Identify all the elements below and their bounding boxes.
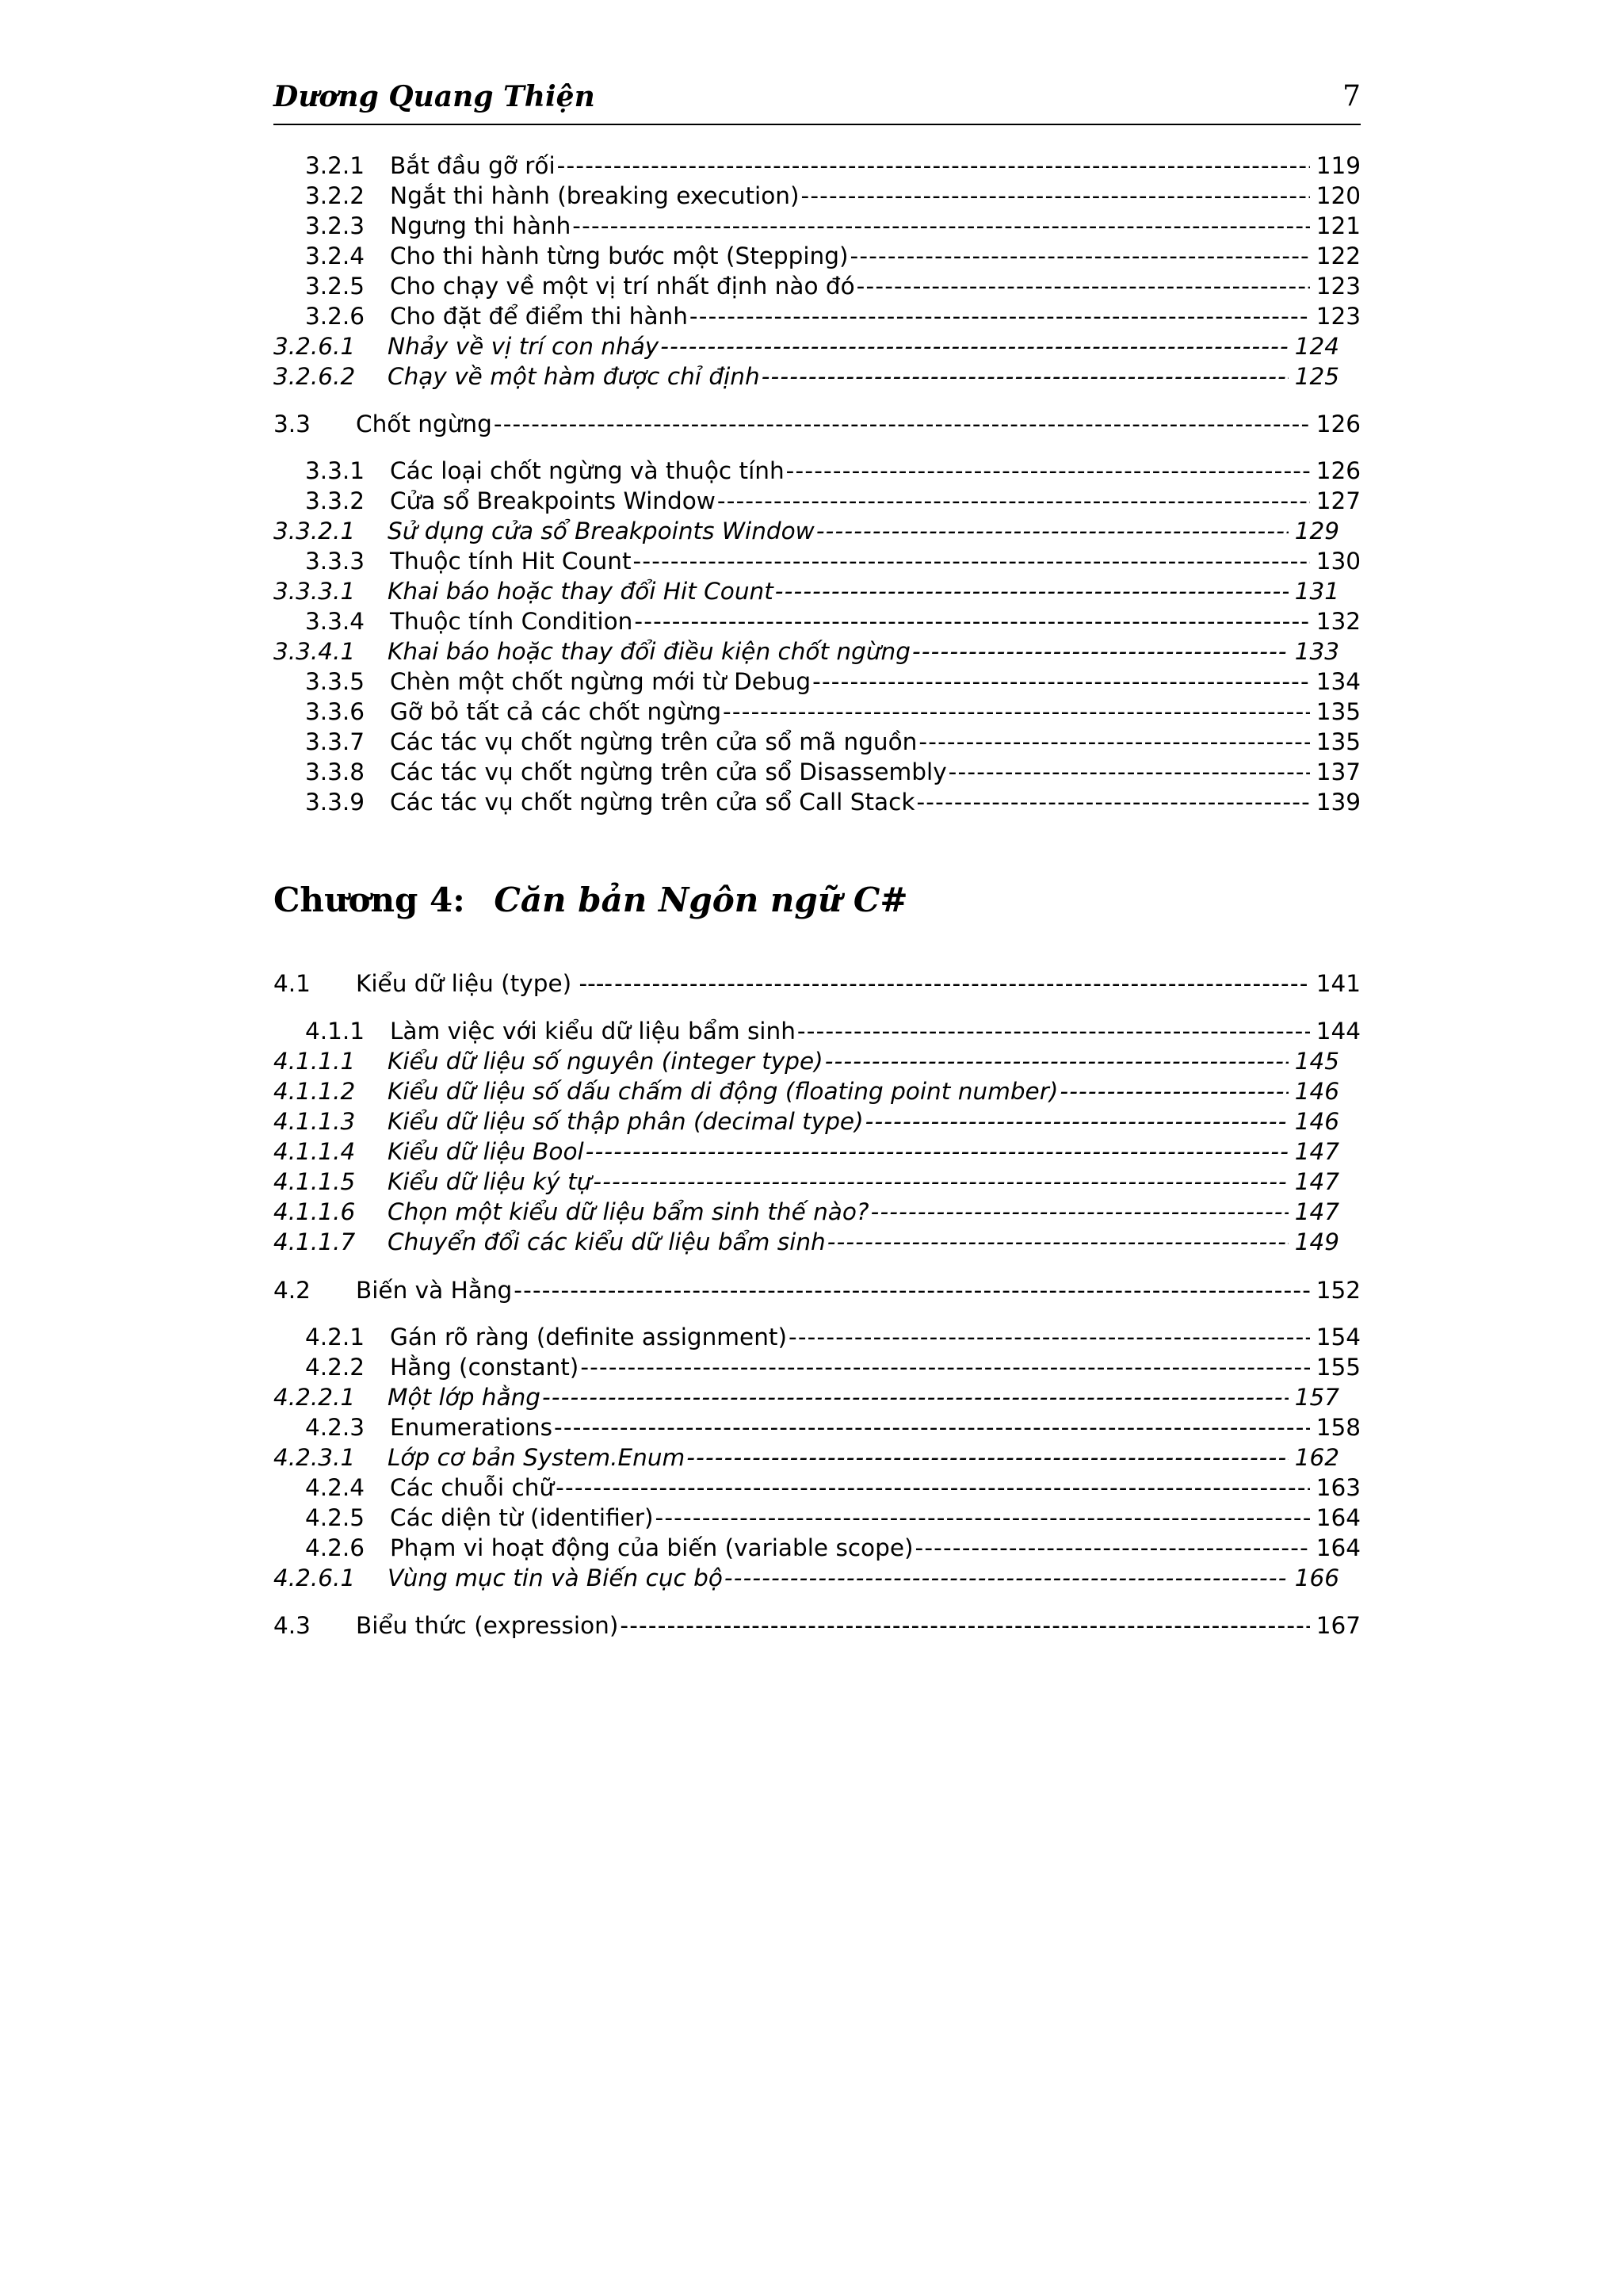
toc-entry-number: 4.2.3 — [305, 1414, 365, 1441]
toc-entry-page: 126 — [1316, 457, 1361, 484]
dot-leader — [775, 576, 1289, 606]
toc-entry-number: 4.1.1.3 — [273, 1108, 356, 1135]
toc-entry-number: 4.2.5 — [305, 1504, 365, 1531]
dot-leader — [800, 181, 1309, 211]
toc-entry-number: 3.2.2 — [305, 182, 365, 209]
toc-entry-title: Biến và Hằng — [356, 1277, 513, 1304]
toc-entry-title: Chạy về một hàm được chỉ định — [388, 363, 760, 390]
toc-entry-number: 3.3.7 — [305, 728, 365, 755]
toc-entry-number: 4.2.2.1 — [273, 1384, 356, 1411]
toc-entry-title: Chuyển đổi các kiểu dữ liệu bẩm sinh — [388, 1228, 826, 1255]
toc-entry — [305, 271, 1361, 301]
toc-entry-page: 123 — [1316, 303, 1361, 330]
toc-entry — [273, 516, 1339, 546]
toc-entry-page: 166 — [1294, 1564, 1339, 1591]
toc-entry-page: 124 — [1294, 333, 1339, 360]
toc-entry-number: 3.3.4 — [305, 608, 365, 635]
toc-entry — [273, 1382, 1339, 1412]
toc-entry — [273, 1227, 1339, 1257]
toc-entry-number: 3.3.5 — [305, 668, 365, 695]
toc-entry — [273, 1563, 1339, 1593]
toc-entry-page: 123 — [1316, 273, 1361, 300]
toc-entry-number: 3.3.1 — [305, 457, 365, 484]
page-header — [273, 78, 1361, 125]
dot-leader — [620, 1610, 1309, 1641]
toc-entry-title: Kiểu dữ liệu số nguyên (integer type) — [388, 1048, 823, 1075]
toc-entry-title: Khai báo hoặc thay đổi điều kiện chốt ngừng — [388, 638, 911, 665]
dot-leader — [812, 667, 1310, 697]
toc-entry-page: 133 — [1294, 638, 1339, 665]
toc-entry — [273, 1137, 1339, 1167]
toc-entry-number: 3.3.3.1 — [273, 578, 356, 605]
dot-leader — [865, 1106, 1289, 1137]
toc-entry-page: 132 — [1316, 608, 1361, 635]
toc-entry-page: 157 — [1294, 1384, 1339, 1411]
dot-leader — [762, 361, 1289, 392]
toc-entry-page: 122 — [1316, 243, 1361, 269]
toc-entry — [305, 606, 1361, 636]
toc-entry-number: 3.3.8 — [305, 758, 365, 785]
toc-entry-number: 3.2.6 — [305, 303, 365, 330]
dot-leader — [918, 727, 1309, 757]
toc-entry-page: 147 — [1294, 1168, 1339, 1195]
dot-leader — [686, 1442, 1288, 1473]
toc-entry-title: Vùng mục tin và Biến cục bộ — [388, 1564, 723, 1591]
toc-entry — [305, 787, 1361, 817]
author-name: Dương Quang Thiện — [273, 80, 595, 113]
toc-entry-page: 126 — [1316, 411, 1361, 437]
dot-leader — [556, 1473, 1310, 1503]
toc-entry-number: 4.1.1.7 — [273, 1228, 356, 1255]
toc-entry — [273, 1076, 1339, 1106]
toc-entry-page: 131 — [1294, 578, 1339, 605]
toc-entry-title: Lớp cơ bản System.Enum — [388, 1444, 685, 1471]
toc-entry-page: 144 — [1316, 1018, 1361, 1045]
toc-entry-page: 135 — [1316, 728, 1361, 755]
dot-leader — [850, 241, 1310, 271]
toc-entry-page: 167 — [1316, 1612, 1361, 1639]
toc-entry — [305, 301, 1361, 331]
toc-entry-title: Phạm vi hoạt động của biến (variable scope) — [390, 1534, 914, 1561]
toc-entry-page: 125 — [1294, 363, 1339, 390]
toc-entry-page: 146 — [1294, 1108, 1339, 1135]
toc-entry-page: 162 — [1294, 1444, 1339, 1471]
chapter-number: Chương 4: — [273, 881, 465, 919]
dot-leader — [586, 1137, 1289, 1167]
toc-entry — [305, 757, 1361, 787]
dot-leader — [1060, 1076, 1288, 1106]
dot-leader — [723, 697, 1310, 727]
toc-entry-number: 4.1 — [273, 970, 311, 997]
toc-entry — [273, 331, 1339, 361]
toc-entry-title: Ngắt thi hành (breaking execution) — [390, 182, 800, 209]
toc-entry — [305, 1322, 1361, 1352]
toc-entry — [273, 1275, 1361, 1305]
toc-entry-number: 4.3 — [273, 1612, 311, 1639]
toc-entry — [273, 1442, 1339, 1473]
toc-entry-title: Biểu thức (expression) — [356, 1612, 619, 1639]
toc-entry-number: 3.3.3 — [305, 548, 365, 575]
dot-leader — [572, 211, 1309, 241]
toc-entry — [273, 1197, 1339, 1227]
toc-entry-title: Chốt ngừng — [356, 411, 492, 437]
toc-entry-number: 4.2.6 — [305, 1534, 365, 1561]
toc-entry — [305, 456, 1361, 486]
toc-entry-page: 127 — [1316, 487, 1361, 514]
toc-entry — [305, 1503, 1361, 1533]
dot-leader — [557, 151, 1310, 181]
toc-entry-title: Thuộc tính Hit Count — [390, 548, 632, 575]
dot-leader — [797, 1016, 1310, 1046]
toc-entry — [305, 486, 1361, 516]
chapter-heading — [273, 878, 908, 923]
dot-leader — [554, 1412, 1310, 1442]
toc-entry-title: Thuộc tính Condition — [390, 608, 633, 635]
toc-entry — [305, 151, 1361, 181]
toc-entry — [305, 1473, 1361, 1503]
dot-leader — [689, 301, 1310, 331]
dot-leader — [912, 636, 1289, 667]
toc-entry-number: 4.2.3.1 — [273, 1444, 356, 1471]
toc-entry — [273, 1046, 1339, 1076]
toc-entry-page: 164 — [1316, 1534, 1361, 1561]
toc-entry-title: Các chuỗi chữ — [390, 1474, 555, 1501]
toc-entry-page: 147 — [1294, 1198, 1339, 1225]
toc-entry-number: 3.2.3 — [305, 212, 365, 239]
toc-entry-title: Chọn một kiểu dữ liệu bẩm sinh thế nào? — [388, 1198, 869, 1225]
toc-entry-page: 135 — [1316, 698, 1361, 725]
dot-leader — [789, 1322, 1310, 1352]
toc-entry-title: Kiểu dữ liệu ký tự — [388, 1168, 592, 1195]
toc-entry-title: Cho đặt để điểm thi hành — [390, 303, 688, 330]
dot-leader — [614, 968, 1310, 999]
toc-entry-page: 154 — [1316, 1324, 1361, 1350]
toc-entry-number: 3.2.4 — [305, 243, 365, 269]
dot-leader — [916, 787, 1309, 817]
toc-entry-title: Kiểu dữ liệu Bool — [388, 1138, 584, 1165]
toc-entry-title: Kiểu dữ liệu số thập phân (decimal type) — [388, 1108, 864, 1135]
dot-leader — [825, 1046, 1289, 1076]
toc-entry-title: Các tác vụ chốt ngừng trên cửa sổ Call Stack — [390, 789, 915, 816]
toc-entry — [273, 1106, 1339, 1137]
toc-entry-title: Các tác vụ chốt ngừng trên cửa sổ Disassembly — [390, 758, 947, 785]
toc-entry — [273, 636, 1339, 667]
toc-entry — [273, 1610, 1361, 1641]
toc-entry-number: 3.3.2.1 — [273, 518, 356, 544]
toc-entry-number: 3.2.1 — [305, 152, 365, 179]
toc-entry-number: 4.1.1.2 — [273, 1078, 356, 1105]
toc-entry — [273, 1167, 1339, 1197]
toc-entry-title: Các diện từ (identifier) — [390, 1504, 654, 1531]
toc-entry-number: 4.2.2 — [305, 1354, 365, 1381]
dot-leader — [580, 1352, 1309, 1382]
toc-entry-page: 158 — [1316, 1414, 1361, 1441]
toc-entry-title: Ngưng thi hành — [390, 212, 571, 239]
toc-entry-page: 119 — [1316, 152, 1361, 179]
toc-entry-page: 164 — [1316, 1504, 1361, 1531]
dot-leader — [786, 456, 1310, 486]
toc-entry-number: 3.3 — [273, 411, 311, 437]
dot-leader — [660, 331, 1288, 361]
toc-entry-number: 4.1.1.4 — [273, 1138, 356, 1165]
toc-entry — [305, 1352, 1361, 1382]
toc-entry-number: 4.2 — [273, 1277, 311, 1304]
toc-entry-title: Cửa sổ Breakpoints Window — [390, 487, 716, 514]
dot-leader — [915, 1533, 1309, 1563]
toc-entry-page: 121 — [1316, 212, 1361, 239]
toc-entry — [305, 1016, 1361, 1046]
toc-entry-number: 3.3.4.1 — [273, 638, 356, 665]
toc-entry-page: 139 — [1316, 789, 1361, 816]
dot-leader — [633, 546, 1310, 576]
toc-entry — [305, 181, 1361, 211]
toc-entry — [305, 211, 1361, 241]
toc-entry-number: 4.1.1.5 — [273, 1168, 356, 1195]
toc-entry-page: 120 — [1316, 182, 1361, 209]
dot-leader — [593, 1167, 1288, 1197]
chapter-title: Căn bản Ngôn ngữ C# — [494, 881, 908, 919]
toc-entry-page: 145 — [1294, 1048, 1339, 1075]
toc-entry-title: Gỡ bỏ tất cả các chốt ngừng — [390, 698, 722, 725]
toc-entry-number: 3.3.9 — [305, 789, 365, 816]
toc-entry-number: 3.3.6 — [305, 698, 365, 725]
toc-entry-title: Bắt đầu gỡ rối — [390, 152, 556, 179]
dot-leader — [717, 486, 1310, 516]
toc-entry — [273, 361, 1339, 392]
toc-entry-number: 3.2.6.2 — [273, 363, 356, 390]
toc-entry-page: 129 — [1294, 518, 1339, 544]
toc-entry-page: 155 — [1316, 1354, 1361, 1381]
dot-leader — [816, 516, 1289, 546]
toc-entry-page: 152 — [1316, 1277, 1361, 1304]
toc-entry-number: 4.1.1 — [305, 1018, 365, 1045]
toc-entry-page: 147 — [1294, 1138, 1339, 1165]
toc-entry-number: 4.2.6.1 — [273, 1564, 356, 1591]
toc-entry-title: Chèn một chốt ngừng mới từ Debug — [390, 668, 812, 695]
toc-entry — [305, 1412, 1361, 1442]
toc-entry — [305, 667, 1361, 697]
dot-leader — [634, 606, 1309, 636]
dot-leader — [949, 757, 1310, 787]
dot-leader — [857, 271, 1310, 301]
page-number: 7 — [1342, 80, 1361, 113]
toc-entry — [305, 727, 1361, 757]
toc-entry-title: Cho thi hành từng bước một (Stepping) — [390, 243, 849, 269]
toc-entry-number: 4.1.1.1 — [273, 1048, 356, 1075]
toc-entry-page: 137 — [1316, 758, 1361, 785]
toc-entry-title: Sử dụng cửa sổ Breakpoints Window — [388, 518, 815, 544]
toc-entry-title: Kiểu dữ liệu số dấu chấm di động (floating point number) — [388, 1078, 1059, 1105]
dot-leader — [655, 1503, 1309, 1533]
toc-entry — [305, 241, 1361, 271]
toc-entry-number: 3.3.2 — [305, 487, 365, 514]
dot-leader — [827, 1227, 1289, 1257]
toc-entry-title: Enumerations — [390, 1414, 553, 1441]
toc-entry — [305, 697, 1361, 727]
toc-entry-title: Kiểu dữ liệu (type) ---- — [356, 970, 613, 997]
toc-entry-title: Khai báo hoặc thay đổi Hit Count — [388, 578, 773, 605]
toc-entry-title: Nhảy về vị trí con nháy — [388, 333, 659, 360]
toc-entry-number: 4.1.1.6 — [273, 1198, 356, 1225]
dot-leader — [494, 409, 1310, 439]
toc-entry-title: Các tác vụ chốt ngừng trên cửa sổ mã nguồn — [390, 728, 918, 755]
toc-entry-number: 4.2.4 — [305, 1474, 365, 1501]
toc-entry-page: 134 — [1316, 668, 1361, 695]
toc-entry-title: Cho chạy về một vị trí nhất định nào đó — [390, 273, 855, 300]
toc-entry-page: 146 — [1294, 1078, 1339, 1105]
toc-entry-title: Gán rõ ràng (definite assignment) — [390, 1324, 787, 1350]
toc-entry — [305, 546, 1361, 576]
toc-entry — [273, 409, 1361, 439]
dot-leader — [871, 1197, 1289, 1227]
toc-entry-title: Làm việc với kiểu dữ liệu bẩm sinh — [390, 1018, 796, 1045]
toc-entry-number: 3.2.5 — [305, 273, 365, 300]
toc-entry-title: Một lớp hằng — [388, 1384, 540, 1411]
dot-leader — [542, 1382, 1289, 1412]
toc-entry-page: 141 — [1316, 970, 1361, 997]
toc-entry-page: 130 — [1316, 548, 1361, 575]
dot-leader — [724, 1563, 1289, 1593]
toc-entry-title: Hằng (constant) — [390, 1354, 579, 1381]
toc-entry — [305, 1533, 1361, 1563]
toc-entry-number: 4.2.1 — [305, 1324, 365, 1350]
dot-leader — [514, 1275, 1309, 1305]
toc-entry-number: 3.2.6.1 — [273, 333, 356, 360]
toc-entry — [273, 576, 1339, 606]
toc-entry — [273, 968, 1361, 999]
toc-entry-page: 163 — [1316, 1474, 1361, 1501]
toc-entry-page: 149 — [1294, 1228, 1339, 1255]
toc-entry-title: Các loại chốt ngừng và thuộc tính — [390, 457, 785, 484]
